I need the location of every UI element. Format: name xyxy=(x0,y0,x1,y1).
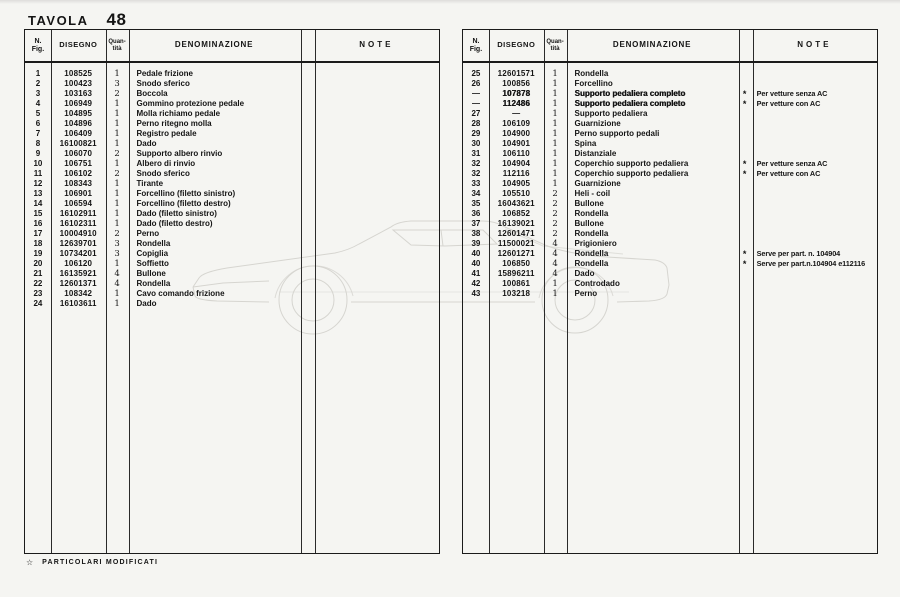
cell-denom: Coperchio supporto pedaliera xyxy=(574,159,689,168)
cell-qty: 3 xyxy=(114,249,120,259)
cell-fig: 17 xyxy=(33,229,43,238)
cell-fig: 41 xyxy=(471,269,481,278)
cell-qty: 4 xyxy=(552,269,558,279)
modified-star-icon: * xyxy=(742,89,747,99)
cell-qty: 1 xyxy=(114,189,120,199)
cell-fig: 27 xyxy=(471,109,481,118)
table-row xyxy=(463,139,877,149)
cell-fig: 7 xyxy=(35,129,41,138)
cell-qty: 1 xyxy=(114,179,120,189)
cell-qty: 1 xyxy=(552,79,558,89)
cell-qty: 1 xyxy=(552,99,558,109)
cell-denom: Perno xyxy=(574,289,598,298)
modified-star-icon: * xyxy=(742,249,747,259)
cell-disegno: 106070 xyxy=(64,149,93,158)
cell-qty: 1 xyxy=(114,219,120,229)
table-row xyxy=(463,289,877,299)
cell-disegno: 104904 xyxy=(502,159,531,168)
table-row xyxy=(463,199,877,209)
cell-disegno: 107878 xyxy=(502,89,531,98)
cell-fig: 40 xyxy=(471,249,481,258)
cell-fig: 20 xyxy=(33,259,43,268)
cell-denom: Rondella xyxy=(574,69,609,78)
cell-denom: Snodo sferico xyxy=(136,169,190,178)
cell-qty: 4 xyxy=(552,259,558,269)
cell-disegno: 106110 xyxy=(502,149,530,158)
table-row xyxy=(25,179,439,189)
footer-legend xyxy=(26,558,158,567)
header-note: NOTE xyxy=(359,40,394,50)
cell-fig: 8 xyxy=(35,139,41,148)
cell-qty: 1 xyxy=(114,209,120,219)
cell-fig: 15 xyxy=(33,209,43,218)
table-row xyxy=(463,159,877,169)
cell-denom: Supporto pedaliera completo xyxy=(574,89,686,98)
cell-fig: 3 xyxy=(35,89,41,98)
cell-disegno: 104905 xyxy=(502,179,531,188)
cell-qty: 1 xyxy=(114,99,120,109)
cell-fig: 19 xyxy=(33,249,43,258)
cell-fig: 22 xyxy=(33,279,43,288)
cell-disegno: 106102 xyxy=(64,169,93,178)
cell-disegno: 104901 xyxy=(502,139,531,148)
page-title xyxy=(28,10,126,30)
header-fig: N. Fig. xyxy=(469,37,483,53)
cell-note: Serve per part. n. 104904 xyxy=(756,249,841,258)
table-row xyxy=(463,219,877,229)
cell-denom: Forcellino (filetto destro) xyxy=(136,199,231,208)
cell-denom: Dado xyxy=(574,269,595,278)
cell-disegno: 104895 xyxy=(64,109,93,118)
cell-fig: 36 xyxy=(471,209,481,218)
table-row xyxy=(25,199,439,209)
cell-fig: 14 xyxy=(33,199,43,208)
cell-disegno: 106901 xyxy=(64,189,93,198)
cell-denom: Rondella xyxy=(574,229,609,238)
cell-disegno: 10004910 xyxy=(59,229,97,238)
header-disegno: DISEGNO xyxy=(497,40,536,50)
table-row xyxy=(25,109,439,119)
cell-denom: Dado xyxy=(136,299,157,308)
table-row xyxy=(25,129,439,139)
table-row xyxy=(463,209,877,219)
cell-qty: 1 xyxy=(552,179,558,189)
cell-fig: — xyxy=(471,89,480,98)
cell-denom: Registro pedale xyxy=(136,129,197,138)
cell-disegno: 108343 xyxy=(64,179,93,188)
cell-fig: 28 xyxy=(471,119,481,128)
cell-denom: Spina xyxy=(574,139,597,148)
cell-disegno: 16103611 xyxy=(59,299,97,308)
table-row xyxy=(463,109,877,119)
cell-qty: 2 xyxy=(114,229,120,239)
tavola-number: 48 xyxy=(106,10,127,29)
cell-qty: 1 xyxy=(552,169,558,179)
cell-disegno: 104896 xyxy=(64,119,93,128)
cell-fig: 2 xyxy=(35,79,41,88)
table-row xyxy=(25,279,439,289)
cell-fig: 21 xyxy=(33,269,43,278)
cell-disegno: 16043621 xyxy=(497,199,535,208)
cell-disegno: 106850 xyxy=(502,259,531,268)
table-row xyxy=(463,279,877,289)
cell-fig: 34 xyxy=(471,189,481,198)
cell-denom: Rondella xyxy=(136,279,171,288)
cell-denom: Gommino protezione pedale xyxy=(136,99,245,108)
table-row xyxy=(463,119,877,129)
cell-qty: 1 xyxy=(114,129,120,139)
table-row xyxy=(463,99,877,109)
cell-denom: Perno xyxy=(136,229,160,238)
cell-qty: 1 xyxy=(114,299,120,309)
cell-qty: 1 xyxy=(552,119,558,129)
cell-qty: 2 xyxy=(552,219,558,229)
cell-fig: 39 xyxy=(471,239,481,248)
cell-disegno: 104900 xyxy=(502,129,531,138)
cell-denom: Dado (filetto destro) xyxy=(136,219,213,228)
cell-fig: 6 xyxy=(35,119,41,128)
cell-fig: 43 xyxy=(471,289,481,298)
cell-qty: 1 xyxy=(114,159,120,169)
cell-fig: 5 xyxy=(35,109,41,118)
cell-qty: 2 xyxy=(114,169,120,179)
cell-disegno: 108525 xyxy=(64,69,93,78)
table-row xyxy=(463,229,877,239)
cell-denom: Coperchio supporto pedaliera xyxy=(574,169,689,178)
cell-fig: 23 xyxy=(33,289,43,298)
cell-qty: 2 xyxy=(552,199,558,209)
cell-disegno: 10734201 xyxy=(59,249,97,258)
cell-disegno: 106852 xyxy=(502,209,531,218)
cell-denom: Distanziale xyxy=(574,149,617,158)
cell-fig: 25 xyxy=(471,69,481,78)
cell-disegno: 100856 xyxy=(502,79,531,88)
table-row xyxy=(463,189,877,199)
cell-note: Per vetture senza AC xyxy=(756,89,828,98)
cell-qty: 1 xyxy=(552,89,558,99)
table-row xyxy=(25,269,439,279)
cell-note: Per vetture senza AC xyxy=(756,159,828,168)
table-row xyxy=(25,99,439,109)
cell-denom: Rondella xyxy=(574,209,609,218)
cell-qty: 1 xyxy=(552,289,558,299)
table-row xyxy=(25,209,439,219)
cell-denom: Tirante xyxy=(136,179,164,188)
cell-qty: 1 xyxy=(114,119,120,129)
cell-denom: Molla richiamo pedale xyxy=(136,109,221,118)
cell-qty: 2 xyxy=(114,149,120,159)
header-note: NOTE xyxy=(797,40,832,50)
table-row xyxy=(25,159,439,169)
modified-star-icon: * xyxy=(742,159,747,169)
cell-disegno: 12601371 xyxy=(59,279,97,288)
header-denominazione: DENOMINAZIONE xyxy=(174,40,254,50)
header-fig: N. Fig. xyxy=(31,37,45,53)
cell-disegno: 16139021 xyxy=(497,219,535,228)
cell-qty: 1 xyxy=(114,69,120,79)
cell-disegno: 15896211 xyxy=(497,269,535,278)
cell-fig: 11 xyxy=(33,169,43,178)
header-denominazione: DENOMINAZIONE xyxy=(612,40,692,50)
cell-fig: 37 xyxy=(471,219,481,228)
cell-qty: 1 xyxy=(552,139,558,149)
table-row xyxy=(463,239,877,249)
modified-star-icon: * xyxy=(742,259,747,269)
cell-disegno: 16135921 xyxy=(59,269,97,278)
cell-denom: Dado xyxy=(136,139,157,148)
cell-disegno: 112116 xyxy=(502,169,530,178)
cell-disegno: — xyxy=(512,109,521,118)
cell-denom: Snodo sferico xyxy=(136,79,190,88)
parts-table-right xyxy=(462,29,878,554)
cell-fig: 42 xyxy=(471,279,481,288)
cell-fig: 18 xyxy=(33,239,43,248)
header-quantita: Quan- tità xyxy=(546,38,564,52)
cell-disegno: 112486 xyxy=(502,99,530,108)
cell-denom: Perno ritegno molla xyxy=(136,119,212,128)
cell-fig: — xyxy=(471,99,480,108)
cell-fig: 1 xyxy=(35,69,41,78)
table-row xyxy=(25,259,439,269)
cell-qty: 2 xyxy=(552,229,558,239)
cell-disegno: 105510 xyxy=(502,189,531,198)
cell-fig: 31 xyxy=(471,149,481,158)
cell-disegno: 16102911 xyxy=(59,209,97,218)
cell-disegno: 108342 xyxy=(64,289,93,298)
cell-denom: Controdado xyxy=(574,279,620,288)
cell-denom: Heli - coil xyxy=(574,189,611,198)
table-row xyxy=(25,169,439,179)
cell-denom: Prigioniero xyxy=(574,239,617,248)
cell-disegno: 100861 xyxy=(502,279,531,288)
cell-disegno: 12601571 xyxy=(497,69,535,78)
table-row xyxy=(463,69,877,79)
footer-text: PARTICOLARI MODIFICATI xyxy=(42,559,159,566)
cell-denom: Albero di rinvio xyxy=(136,159,196,168)
table-row xyxy=(463,79,877,89)
cell-denom: Forcellino xyxy=(574,79,613,88)
cell-fig: 26 xyxy=(471,79,481,88)
cell-denom: Perno supporto pedali xyxy=(574,129,660,138)
cell-disegno: 16102311 xyxy=(59,219,97,228)
cell-qty: 1 xyxy=(114,289,120,299)
table-row xyxy=(25,89,439,99)
cell-denom: Boccola xyxy=(136,89,168,98)
table-row xyxy=(25,299,439,309)
cell-fig: 29 xyxy=(471,129,481,138)
cell-qty: 4 xyxy=(552,249,558,259)
cell-disegno: 12601471 xyxy=(497,229,535,238)
cell-disegno: 106594 xyxy=(64,199,93,208)
table-header xyxy=(463,30,877,63)
cell-denom: Supporto pedaliera completo xyxy=(574,99,686,108)
cell-denom: Rondella xyxy=(574,249,609,258)
cell-note: Per vetture con AC xyxy=(756,169,821,178)
table-row xyxy=(25,239,439,249)
cell-fig: 16 xyxy=(33,219,43,228)
cell-denom: Bullone xyxy=(136,269,166,278)
cell-denom: Rondella xyxy=(136,239,171,248)
table-row xyxy=(463,259,877,269)
table-row xyxy=(25,219,439,229)
table-row xyxy=(25,289,439,299)
cell-qty: 1 xyxy=(552,159,558,169)
cell-disegno: 106109 xyxy=(502,119,531,128)
cell-qty: 1 xyxy=(114,259,120,269)
header-quantita: Quan- tità xyxy=(108,38,126,52)
cell-denom: Dado (filetto sinistro) xyxy=(136,209,217,218)
table-row xyxy=(25,79,439,89)
cell-fig: 4 xyxy=(35,99,41,108)
cell-disegno: 12639701 xyxy=(59,239,97,248)
cell-qty: 3 xyxy=(114,79,120,89)
cell-qty: 1 xyxy=(114,109,120,119)
cell-denom: Soffietto xyxy=(136,259,169,268)
table-row xyxy=(463,179,877,189)
cell-qty: 1 xyxy=(114,139,120,149)
table-row xyxy=(463,249,877,259)
cell-fig: 24 xyxy=(33,299,43,308)
cell-denom: Bullone xyxy=(574,199,604,208)
table-body xyxy=(25,63,439,309)
cell-fig: 30 xyxy=(471,139,481,148)
cell-denom: Supporto albero rinvio xyxy=(136,149,223,158)
cell-disegno: 106120 xyxy=(64,259,93,268)
table-header xyxy=(25,30,439,63)
cell-qty: 4 xyxy=(552,239,558,249)
cell-disegno: 103218 xyxy=(502,289,531,298)
cell-fig: 32 xyxy=(471,169,481,178)
cell-denom: Copiglia xyxy=(136,249,169,258)
table-row xyxy=(463,149,877,159)
cell-denom: Forcellino (filetto sinistro) xyxy=(136,189,236,198)
parts-table-left xyxy=(24,29,440,554)
table-row xyxy=(463,89,877,99)
modified-star-icon: * xyxy=(742,169,747,179)
cell-qty: 1 xyxy=(552,149,558,159)
header-disegno: DISEGNO xyxy=(59,40,98,50)
cell-qty: 1 xyxy=(552,69,558,79)
cell-qty: 1 xyxy=(552,109,558,119)
table-row xyxy=(463,129,877,139)
table-body xyxy=(463,63,877,299)
table-row xyxy=(25,249,439,259)
cell-qty: 2 xyxy=(552,189,558,199)
cell-qty: 1 xyxy=(552,129,558,139)
cell-note: Per vetture con AC xyxy=(756,99,821,108)
cell-denom: Guarnizione xyxy=(574,179,621,188)
cell-note: Serve per part.n.104904 e112116 xyxy=(756,259,866,268)
cell-denom: Cavo comando frizione xyxy=(136,289,225,298)
table-row xyxy=(463,169,877,179)
cell-disegno: 16100821 xyxy=(59,139,97,148)
cell-denom: Guarnizione xyxy=(574,119,621,128)
cell-denom: Rondella xyxy=(574,259,609,268)
cell-fig: 12 xyxy=(33,179,43,188)
table-row xyxy=(25,229,439,239)
cell-disegno: 103163 xyxy=(64,89,93,98)
cell-fig: 33 xyxy=(471,179,481,188)
cell-qty: 1 xyxy=(114,199,120,209)
cell-qty: 4 xyxy=(114,269,120,279)
table-row xyxy=(25,139,439,149)
cell-fig: 38 xyxy=(471,229,481,238)
cell-fig: 10 xyxy=(33,159,43,168)
cell-qty: 1 xyxy=(552,279,558,289)
tavola-label: TAVOLA xyxy=(28,13,89,28)
cell-fig: 35 xyxy=(471,199,481,208)
modified-star-icon: * xyxy=(742,99,747,109)
cell-fig: 40 xyxy=(471,259,481,268)
cell-disegno: 106409 xyxy=(64,129,93,138)
cell-fig: 32 xyxy=(471,159,481,168)
table-row xyxy=(25,149,439,159)
cell-fig: 9 xyxy=(35,149,41,158)
cell-qty: 4 xyxy=(114,279,120,289)
cell-qty: 2 xyxy=(552,209,558,219)
star-icon: ☆ xyxy=(26,558,34,567)
table-row xyxy=(25,69,439,79)
cell-disegno: 11500021 xyxy=(497,239,535,248)
cell-disegno: 106751 xyxy=(64,159,93,168)
table-row xyxy=(25,119,439,129)
cell-disegno: 12601271 xyxy=(497,249,535,258)
cell-qty: 2 xyxy=(114,89,120,99)
cell-disegno: 106949 xyxy=(64,99,93,108)
cell-fig: 13 xyxy=(33,189,43,198)
cell-qty: 3 xyxy=(114,239,120,249)
table-row xyxy=(25,189,439,199)
cell-denom: Bullone xyxy=(574,219,604,228)
cell-denom: Pedale frizione xyxy=(136,69,193,78)
cell-denom: Supporto pedaliera xyxy=(574,109,648,118)
cell-disegno: 100423 xyxy=(64,79,93,88)
table-row xyxy=(463,269,877,279)
